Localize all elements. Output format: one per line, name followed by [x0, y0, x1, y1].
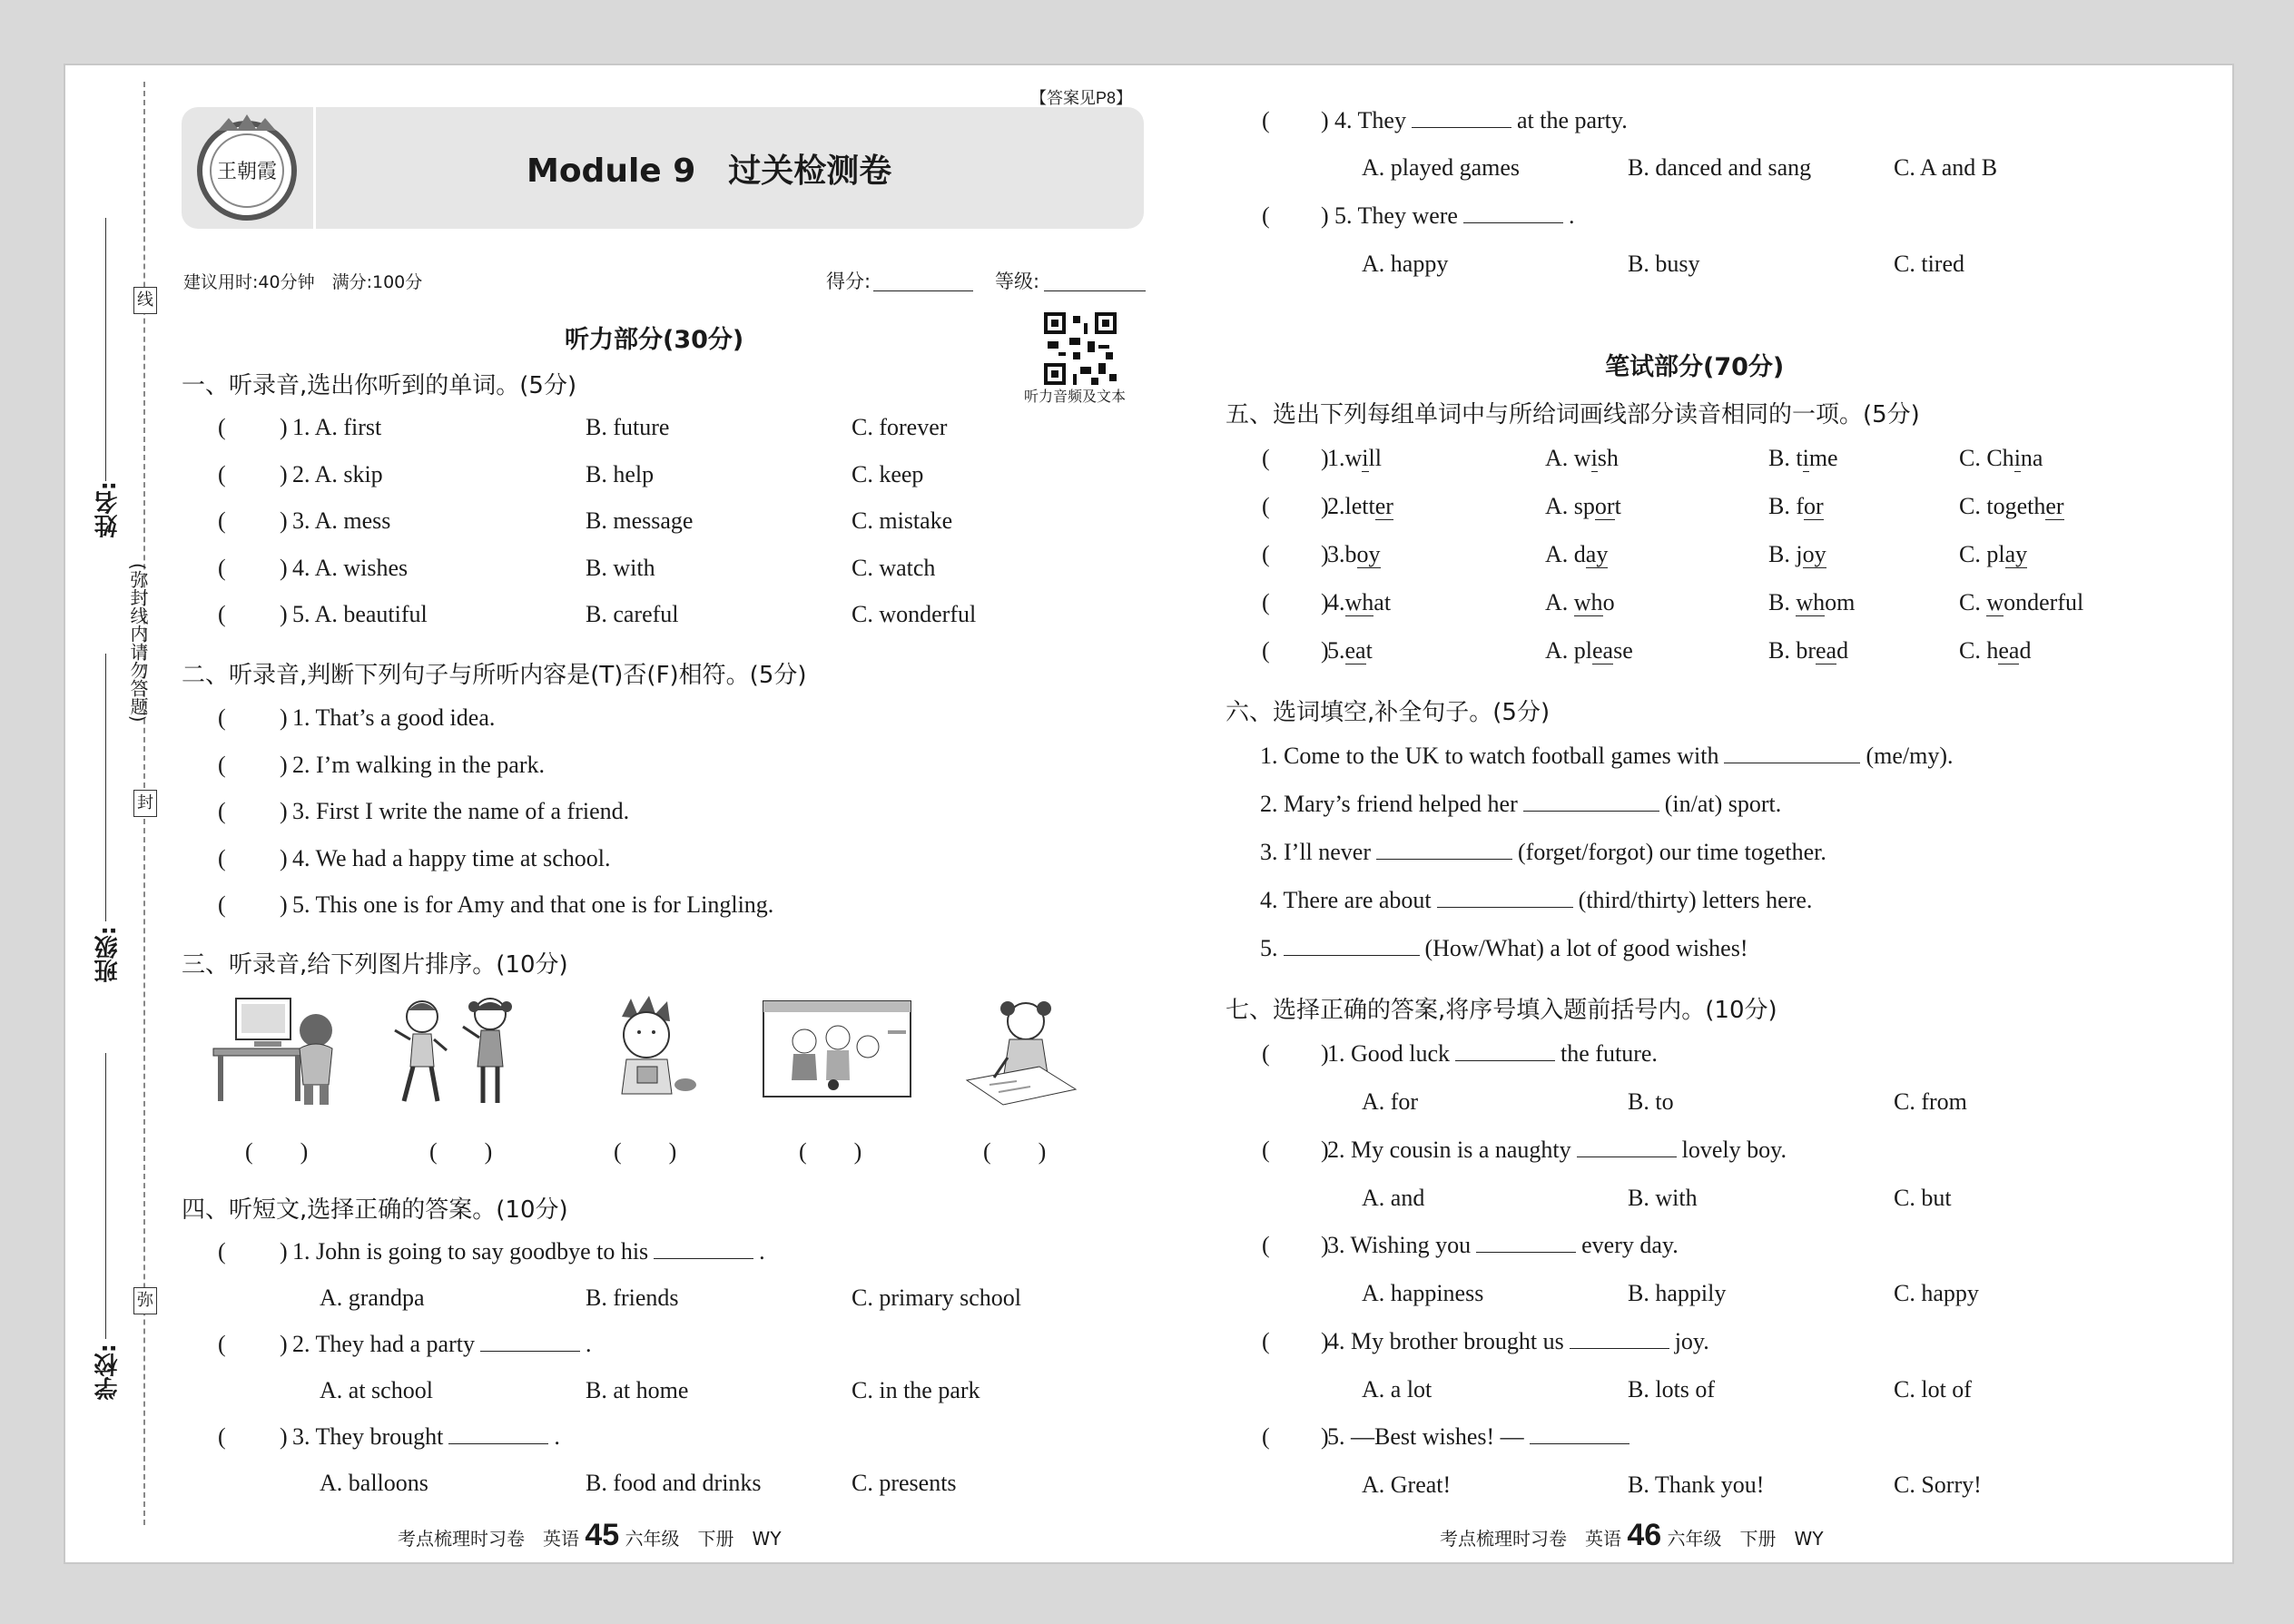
s4-q3-paren-open[interactable]: ( — [218, 1423, 226, 1450]
s4-q1-option-a[interactable]: A. grandpa — [320, 1284, 425, 1311]
s7-q5-blank[interactable] — [1530, 1443, 1629, 1444]
word-part: sh — [1597, 445, 1619, 471]
s7-q4 — [1327, 1328, 1709, 1355]
word-part: se — [1613, 637, 1633, 664]
s4-q4-option-a[interactable]: A. played games — [1362, 154, 1521, 181]
s5-q5-given-word — [1327, 637, 1373, 664]
s4-q4-option-c[interactable]: C. A and B — [1894, 154, 1998, 181]
s6-q5 — [1260, 935, 1748, 962]
underlined-part: er — [1374, 493, 1393, 519]
s5-q4-paren-close[interactable]: ) — [1321, 589, 1329, 615]
s4-q2-option-a[interactable]: A. at school — [320, 1377, 433, 1403]
seal-mark-mi: 弥 — [133, 1287, 157, 1314]
s4-q2-tail: . — [585, 1331, 592, 1357]
footer-left: 考点梳理时习卷 英语 45 六年级 下册 WY — [398, 1518, 782, 1552]
s7-q4-option-b[interactable]: B. lots of — [1628, 1375, 1716, 1403]
s2-q1-paren-close[interactable]: ) — [280, 704, 288, 731]
banner-divider — [313, 107, 316, 229]
s6-q4-text: 4. There are about — [1260, 887, 1432, 913]
class-label: 班级: — [94, 926, 122, 983]
s7-q1-tail: the future. — [1561, 1040, 1658, 1067]
score-label: 得分: — [826, 271, 871, 292]
svg-text:王朝霞: 王朝霞 — [216, 161, 278, 183]
s1-q2-option-b: B. help — [586, 460, 655, 487]
s5-q2-given-word — [1327, 493, 1393, 520]
s4-q1 — [292, 1238, 765, 1265]
s4-title: 四、听短文,选择正确的答案。(10分) — [182, 1196, 568, 1224]
s3-answer-paren-2[interactable]: ( ) — [429, 1138, 493, 1165]
s7-q1-paren-close[interactable]: ) — [1321, 1040, 1329, 1067]
s5-q5-option-a[interactable] — [1545, 637, 1633, 664]
word-part: t — [1365, 637, 1373, 664]
s5-q2-paren-open[interactable]: ( — [1262, 493, 1270, 519]
word-part: A. pl — [1545, 637, 1592, 664]
s7-title: 七、选择正确的答案,将序号填入题前括号内。(10分) — [1226, 997, 1777, 1024]
s6-q3-blank[interactable] — [1376, 859, 1512, 860]
picture-two-kids — [390, 994, 527, 1112]
writing-section-title: 笔试部分(70分) — [1605, 353, 1785, 381]
s4-q1-blank[interactable] — [654, 1258, 753, 1259]
s7-q3-tail: every day. — [1581, 1232, 1679, 1258]
underlined-part: wh — [1573, 589, 1603, 615]
underlined-part: ea — [1592, 637, 1614, 664]
s2-title: 二、听录音,判断下列句子与所听内容是(T)否(F)相符。(5分) — [182, 662, 807, 689]
s3-answer-paren-3[interactable]: ( ) — [614, 1138, 677, 1165]
s4-q2-paren-close[interactable]: ) — [280, 1331, 288, 1357]
underlined-part: i — [2013, 445, 2021, 471]
s7-q1-option-a[interactable]: A. for — [1362, 1088, 1419, 1115]
s1-q5-option-b: B. careful — [586, 601, 679, 627]
page-number-45: 45 — [585, 1518, 620, 1552]
page-number-46: 46 — [1627, 1518, 1662, 1552]
s1-q4-option-c: C. watch — [852, 554, 936, 581]
name-field[interactable] — [105, 218, 106, 481]
s5-q3-option-b[interactable] — [1768, 541, 1826, 568]
s4-q3-text: 3. They brought — [292, 1423, 444, 1450]
s2-q5-statement: 5. This one is for Amy and that one is for Lingling. — [292, 891, 774, 918]
s1-q1-paren-open[interactable]: ( — [218, 414, 226, 440]
s1-q3-option-a: 3. A. mess — [292, 507, 391, 534]
s4-q1-text: 1. John is going to say goodbye to his — [292, 1238, 649, 1265]
s7-q4-blank[interactable] — [1570, 1348, 1669, 1349]
s6-q4 — [1260, 887, 1812, 914]
s1-title: 一、听录音,选出你听到的单词。(5分) — [182, 372, 577, 399]
word-part: A. sp — [1545, 493, 1595, 519]
s7-q1-option-c[interactable]: C. from — [1894, 1088, 1967, 1115]
underlined-part: or — [1594, 493, 1615, 519]
s7-q2-tail: lovely boy. — [1681, 1136, 1787, 1163]
s2-q4-paren-close[interactable]: ) — [280, 844, 288, 871]
s1-q2-paren-open[interactable]: ( — [218, 460, 226, 487]
s5-q4-given-word — [1327, 589, 1391, 616]
s7-q5 — [1327, 1423, 1635, 1451]
s7-q2 — [1327, 1137, 1787, 1164]
underlined-part: i — [1802, 445, 1809, 471]
underlined-part: er — [2045, 493, 2064, 519]
s2-q1-statement: 1. That’s a good idea. — [292, 704, 496, 731]
s7-q3-paren-close[interactable]: ) — [1321, 1232, 1329, 1258]
s1-q1-option-a: 1. A. first — [292, 414, 382, 440]
s4-q4-tail: at the party. — [1516, 107, 1628, 133]
s5-q1-option-c[interactable] — [1959, 445, 2043, 472]
s7-q3-text: 3. Wishing you — [1327, 1232, 1472, 1258]
s6-q2-hint: (in/at) sport. — [1664, 791, 1782, 817]
s5-q3-paren-close[interactable]: ) — [1321, 541, 1329, 567]
s7-q3-paren-open[interactable]: ( — [1262, 1232, 1270, 1258]
s1-q5-paren-close[interactable]: ) — [280, 601, 288, 627]
word-part: lett — [1344, 493, 1375, 519]
underlined-part: ay — [1585, 541, 1609, 567]
word-part: B. j — [1768, 541, 1803, 567]
grade-field[interactable] — [1044, 290, 1146, 291]
s4-q3-blank[interactable] — [448, 1443, 548, 1444]
score-field[interactable] — [873, 290, 973, 291]
word-part: B. — [1768, 589, 1797, 615]
s7-q5-paren-close[interactable]: ) — [1321, 1423, 1329, 1450]
s1-q2-option-c: C. keep — [852, 460, 924, 487]
s5-q3-number: 3. — [1327, 541, 1345, 567]
s5-q1-paren-open[interactable]: ( — [1262, 445, 1270, 471]
s7-q1-paren-open[interactable]: ( — [1262, 1040, 1270, 1067]
s5-q3-option-a[interactable] — [1545, 541, 1608, 568]
time-info: 建议用时:40分钟 满分:100分 — [183, 272, 423, 292]
s6-q4-blank[interactable] — [1437, 907, 1573, 908]
s4-q3-tail: . — [554, 1423, 560, 1450]
s4-q5-option-a[interactable]: A. happy — [1362, 251, 1449, 277]
s2-q5-paren-close[interactable]: ) — [280, 891, 288, 918]
s4-q3-option-a[interactable]: A. balloons — [320, 1470, 428, 1496]
s7-q1-blank[interactable] — [1455, 1060, 1555, 1061]
s4-q5-paren-close[interactable]: ) — [1321, 202, 1329, 229]
s3-answer-paren-1[interactable]: ( ) — [245, 1138, 309, 1165]
seal-note: (弥封线内请勿答题) — [127, 563, 149, 723]
s7-q4-option-a[interactable]: A. a lot — [1362, 1375, 1433, 1403]
word-part: C. — [1959, 589, 1987, 615]
word-part: C. h — [1959, 637, 1999, 664]
s5-q5-paren-close[interactable]: ) — [1321, 637, 1329, 664]
s4-q1-paren-open[interactable]: ( — [218, 1238, 226, 1265]
s6-q5-hint: (How/What) a lot of good wishes! — [1424, 935, 1748, 961]
s1-q5-paren-open[interactable]: ( — [218, 601, 226, 627]
s6-title: 六、选词填空,补全句子。(5分) — [1226, 699, 1551, 726]
s4-q1-paren-close[interactable]: ) — [280, 1238, 288, 1265]
s4-q1-option-b[interactable]: B. friends — [586, 1284, 679, 1311]
s1-q3-paren-open[interactable]: ( — [218, 507, 226, 534]
s5-q1-given-word — [1327, 445, 1382, 472]
s4-q4-paren-open[interactable]: ( — [1262, 107, 1270, 133]
s4-q3-option-c[interactable]: C. presents — [852, 1470, 957, 1496]
s4-q3 — [292, 1423, 560, 1451]
underlined-part: ea — [1998, 637, 2020, 664]
s5-q2-number: 2. — [1327, 493, 1345, 519]
underlined-part: wh — [1796, 589, 1826, 615]
word-part: C. pl — [1959, 541, 2005, 567]
s7-q1 — [1327, 1040, 1658, 1068]
underlined-part: wh — [1344, 589, 1374, 615]
s5-q2-option-c[interactable] — [1959, 493, 2064, 520]
s7-q3-option-c[interactable]: C. happy — [1894, 1280, 1979, 1306]
s1-q5-option-a: 5. A. beautiful — [292, 601, 428, 627]
word-part: na — [2020, 445, 2043, 471]
s4-q1-option-c[interactable]: C. primary school — [852, 1284, 1022, 1311]
s5-q5-number: 5. — [1327, 637, 1345, 664]
s2-q2-paren-close[interactable]: ) — [280, 751, 288, 778]
word-part: ll — [1368, 445, 1382, 471]
s6-q4-hint: (third/thirty) letters here. — [1578, 887, 1813, 913]
picture-sports-screen — [761, 994, 915, 1112]
s7-q2-paren-open[interactable]: ( — [1262, 1136, 1270, 1163]
s7-q4-paren-close[interactable]: ) — [1321, 1327, 1329, 1354]
s2-q1-paren-open[interactable]: ( — [218, 704, 226, 731]
s5-q5-option-b[interactable] — [1768, 637, 1848, 664]
underlined-part: i — [1362, 445, 1369, 471]
word-part: A. d — [1545, 541, 1586, 567]
word-part: C. Ch — [1959, 445, 2014, 471]
s4-q3-paren-close[interactable]: ) — [280, 1423, 288, 1450]
s4-q3-option-b[interactable]: B. food and drinks — [586, 1470, 762, 1496]
s1-q2-paren-close[interactable]: ) — [280, 460, 288, 487]
s7-q3-blank[interactable] — [1476, 1252, 1576, 1253]
s6-q1 — [1260, 743, 1954, 770]
word-part: B. t — [1768, 445, 1803, 471]
s2-q4-statement: 4. We had a happy time at school. — [292, 844, 611, 871]
s2-q3-paren-open[interactable]: ( — [218, 798, 226, 824]
s1-q5-option-c: C. wonderful — [852, 601, 977, 627]
s5-q4-option-a[interactable] — [1545, 589, 1615, 616]
s4-q5-text: 5. They were — [1334, 202, 1458, 229]
s5-q4-paren-open[interactable]: ( — [1262, 589, 1270, 615]
s7-q2-paren-close[interactable]: ) — [1321, 1136, 1329, 1163]
underlined-part: ea — [1344, 637, 1366, 664]
s7-q4-tail: joy. — [1674, 1327, 1709, 1354]
s4-q5-option-b[interactable]: B. busy — [1628, 251, 1700, 277]
s4-q2-option-c[interactable]: C. in the park — [852, 1377, 980, 1403]
s3-answer-paren-5[interactable]: ( ) — [983, 1138, 1047, 1165]
s5-q5-paren-open[interactable]: ( — [1262, 637, 1270, 664]
s6-q2-text: 2. Mary’s friend helped her — [1260, 791, 1518, 817]
s5-q2-option-a[interactable] — [1545, 493, 1621, 520]
s7-q3 — [1327, 1232, 1679, 1259]
s5-q4-option-b[interactable] — [1768, 589, 1855, 616]
s4-q4-text: 4. They — [1334, 107, 1406, 133]
s7-q3-option-a[interactable]: A. happiness — [1362, 1280, 1484, 1306]
s7-q1-text: 1. Good luck — [1327, 1040, 1451, 1067]
s1-q1-paren-close[interactable]: ) — [280, 414, 288, 440]
s6-q1-hint: (me/my). — [1866, 743, 1954, 769]
underlined-part: oy — [1356, 541, 1381, 567]
s5-q3-given-word — [1327, 541, 1381, 568]
underlined-part: ea — [1816, 637, 1837, 664]
s1-q4-option-b: B. with — [586, 554, 655, 581]
s4-q5-option-c[interactable]: C. tired — [1894, 251, 1964, 277]
s7-q3-option-b[interactable]: B. happily — [1628, 1280, 1727, 1306]
s2-q2-statement: 2. I’m walking in the park. — [292, 751, 545, 778]
s7-q2-option-c[interactable]: C. but — [1894, 1184, 1952, 1211]
underlined-part: ay — [2004, 541, 2028, 567]
word-part: A. — [1545, 589, 1574, 615]
s4-q5-paren-open[interactable]: ( — [1262, 202, 1270, 229]
s6-q2 — [1260, 791, 1781, 818]
s2-q3-paren-close[interactable]: ) — [280, 798, 288, 824]
s7-q5-option-b[interactable]: B. Thank you! — [1628, 1471, 1765, 1498]
page-title: Module 9 过关检测卷 — [527, 153, 892, 190]
s4-q2-blank[interactable] — [480, 1351, 580, 1352]
s1-q2-option-a: 2. A. skip — [292, 460, 383, 487]
s4-q1-tail: . — [759, 1238, 765, 1265]
word-part: om — [1825, 589, 1856, 615]
s6-q5-text: 5. — [1260, 935, 1278, 961]
s1-q4-option-a: 4. A. wishes — [292, 554, 409, 581]
s2-q4-paren-open[interactable]: ( — [218, 844, 226, 871]
word-part: o — [1602, 589, 1615, 615]
answer-ref: 【答案见P8】 — [1030, 89, 1133, 107]
s1-q4-paren-close[interactable]: ) — [280, 554, 288, 581]
word-part: onderful — [2004, 589, 2084, 615]
s7-q2-text: 2. My cousin is a naughty — [1327, 1136, 1571, 1163]
word-part: B. f — [1768, 493, 1804, 519]
picture-girl-writing — [953, 994, 1089, 1112]
s5-q1-paren-close[interactable]: ) — [1321, 445, 1329, 471]
word-part: B. br — [1768, 637, 1816, 664]
word-part: me — [1808, 445, 1838, 471]
word-part: t — [1614, 493, 1621, 519]
name-label: 姓名: — [94, 481, 122, 538]
s4-q2 — [292, 1331, 591, 1358]
s6-q3 — [1260, 839, 1826, 866]
s6-q1-text: 1. Come to the UK to watch football games with — [1260, 743, 1719, 769]
word-part: at — [1373, 589, 1392, 615]
picture-boy-cake — [581, 994, 717, 1112]
school-label: 学校: — [94, 1343, 122, 1401]
s5-q5-option-c[interactable] — [1959, 637, 2031, 664]
s7-q1-option-b[interactable]: B. to — [1628, 1088, 1674, 1115]
s5-q2-paren-close[interactable]: ) — [1321, 493, 1329, 519]
picture-computer-girl — [209, 994, 345, 1112]
s4-q4-option-b[interactable]: B. danced and sang — [1628, 154, 1812, 181]
s7-q2-option-b[interactable]: B. with — [1628, 1184, 1698, 1211]
s6-q5-blank[interactable] — [1284, 955, 1420, 956]
s5-q4-number: 4. — [1327, 589, 1345, 615]
s1-q3-option-c: C. mistake — [852, 507, 953, 534]
seal-mark-line: 线 — [133, 287, 157, 314]
s1-q4-paren-open[interactable]: ( — [218, 554, 226, 581]
s4-q5 — [1334, 202, 1574, 230]
s7-q2-option-a[interactable]: A. and — [1362, 1184, 1425, 1211]
s5-q1-option-a[interactable] — [1545, 445, 1619, 472]
word-part: C. togeth — [1959, 493, 2046, 519]
s5-title: 五、选出下列每组单词中与所给词画线部分读音相同的一项。(5分) — [1226, 401, 1920, 428]
school-field[interactable] — [105, 1053, 106, 1339]
s2-q3-statement: 3. First I write the name of a friend. — [292, 798, 630, 824]
s7-q4-option-c[interactable]: C. lot of — [1894, 1375, 1972, 1403]
s2-q5-paren-open[interactable]: ( — [218, 891, 226, 918]
s4-q2-paren-open[interactable]: ( — [218, 1331, 226, 1357]
s4-q5-blank[interactable] — [1463, 222, 1563, 223]
listening-section-title: 听力部分(30分) — [565, 326, 744, 354]
s4-q2-option-b[interactable]: B. at home — [586, 1377, 689, 1403]
s7-q5-option-c[interactable]: C. Sorry! — [1894, 1471, 1982, 1498]
underlined-part: w — [1986, 589, 2004, 615]
word-part: d — [1836, 637, 1849, 664]
s6-q3-hint: (forget/forgot) our time together. — [1518, 839, 1826, 865]
s5-q4-option-c[interactable] — [1959, 589, 2083, 616]
s7-q2-blank[interactable] — [1577, 1156, 1677, 1157]
s3-title: 三、听录音,给下列图片排序。(10分) — [182, 951, 568, 979]
class-field[interactable] — [105, 654, 106, 921]
underlined-part: or — [1804, 493, 1824, 519]
underlined-part: i — [1590, 445, 1598, 471]
qr-caption: 听力音频及文本 — [1024, 388, 1127, 405]
s5-q2-option-b[interactable] — [1768, 493, 1824, 520]
s7-q4-paren-open[interactable]: ( — [1262, 1327, 1270, 1354]
word-part: A. w — [1545, 445, 1591, 471]
s1-q3-option-b: B. message — [586, 507, 694, 534]
grade-label: 等级: — [995, 271, 1040, 292]
s5-q1-number: 1. — [1327, 445, 1345, 471]
s5-q3-paren-open[interactable]: ( — [1262, 541, 1270, 567]
s4-q5-tail: . — [1568, 202, 1575, 229]
underlined-part: oy — [1802, 541, 1826, 567]
s4-q4 — [1334, 107, 1628, 134]
s6-q3-text: 3. I’ll never — [1260, 839, 1372, 865]
s1-q1-option-b: B. future — [586, 414, 670, 440]
s4-q2-text: 2. They had a party — [292, 1331, 475, 1357]
word-part: d — [2019, 637, 2032, 664]
s7-q4-text: 4. My brother brought us — [1327, 1327, 1564, 1354]
s4-q4-blank[interactable] — [1412, 127, 1511, 128]
word-part: w — [1344, 445, 1363, 471]
s5-q1-option-b[interactable] — [1768, 445, 1838, 472]
logo — [191, 111, 304, 224]
s7-q5-option-a[interactable]: A. Great! — [1362, 1471, 1452, 1498]
s2-q2-paren-open[interactable]: ( — [218, 751, 226, 778]
s7-q5-paren-open[interactable]: ( — [1262, 1423, 1270, 1450]
s4-q4-paren-close[interactable]: ) — [1321, 107, 1329, 133]
s1-q1-option-c: C. forever — [852, 414, 948, 440]
s7-q5-text: 5. —Best wishes! — — [1327, 1423, 1524, 1450]
s3-answer-paren-4[interactable]: ( ) — [799, 1138, 862, 1165]
seal-mark-seal: 封 — [133, 790, 157, 817]
footer-right: 考点梳理时习卷 英语 46 六年级 下册 WY — [1440, 1518, 1824, 1552]
s6-q2-blank[interactable] — [1523, 811, 1659, 812]
qr-code[interactable] — [1044, 312, 1117, 385]
word-part: b — [1344, 541, 1357, 567]
s5-q3-option-c[interactable] — [1959, 541, 2027, 568]
s1-q3-paren-close[interactable]: ) — [280, 507, 288, 534]
